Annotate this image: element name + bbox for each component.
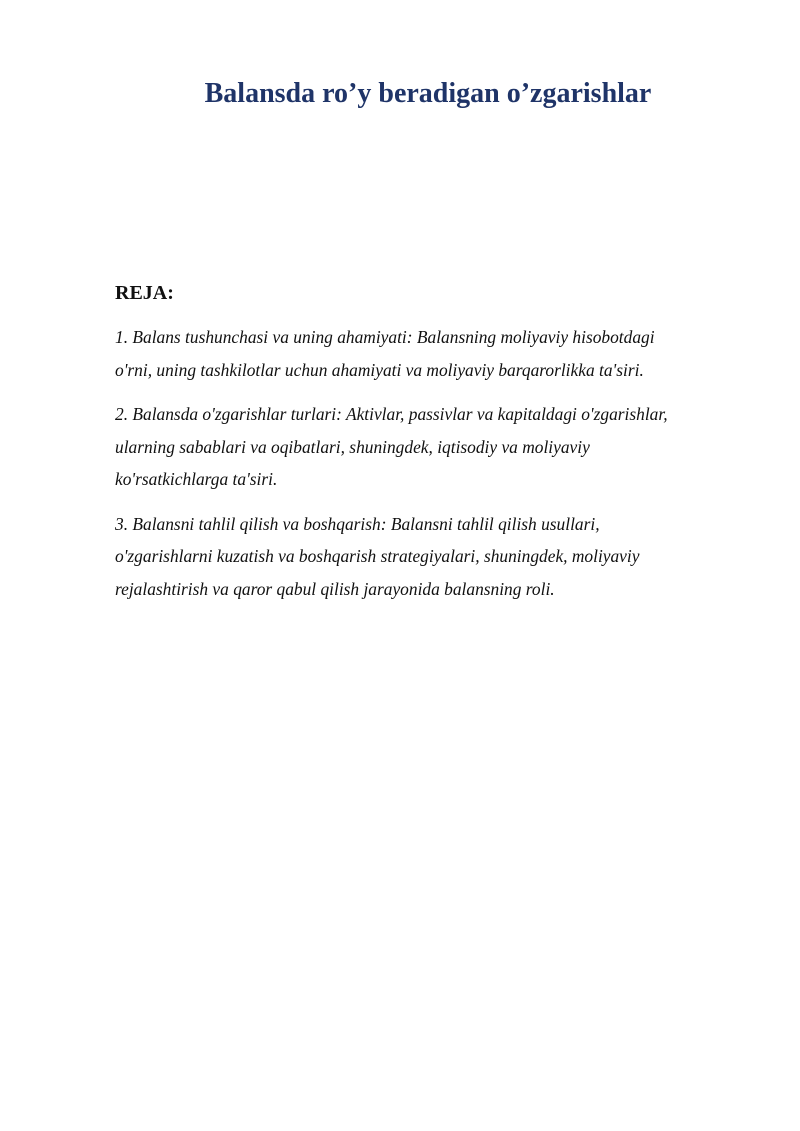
plan-item-1 [115,321,727,386]
plan-list [115,321,727,617]
plan-item-1-line-1: 1. Balans tushunchasi va uning ahamiyati: Balansning moliyaviy hisobotdagi [115,327,655,347]
plan-heading: REJA: [115,282,174,304]
plan-item-2 [115,398,727,496]
plan-item-1-line-2: o'rni, uning tashkilotlar uchun ahamiyati va moliyaviy barqarorlikka ta'siri. [115,359,644,380]
plan-item-3-line-2: o'zgarishlarni kuzatish va boshqarish strategiyalari, shuningdek, moliyaviy [115,546,640,566]
document-title: Balansda ro’y beradigan o’zgarishlar [204,78,652,109]
plan-item-3-line-1: 3. Balansni tahlil qilish va boshqarish: Balansni tahlil qilish usullari, [115,513,600,534]
plan-item-2-line-2: ularning sabablari va oqibatlari, shuningdek, iqtisodiy va moliyaviy [115,436,590,457]
plan-item-3-line-3: rejalashtirish va qaror qabul qilish jarayonida balansning roli. [115,578,555,599]
plan-item-3 [115,508,727,606]
plan-item-2-line-1: 2. Balansda o'zgarishlar turlari: Aktivlar, passivlar va kapitaldagi o'zgarishlar, [115,404,668,424]
plan-item-2-line-3: ko'rsatkichlarga ta'siri. [115,469,278,489]
